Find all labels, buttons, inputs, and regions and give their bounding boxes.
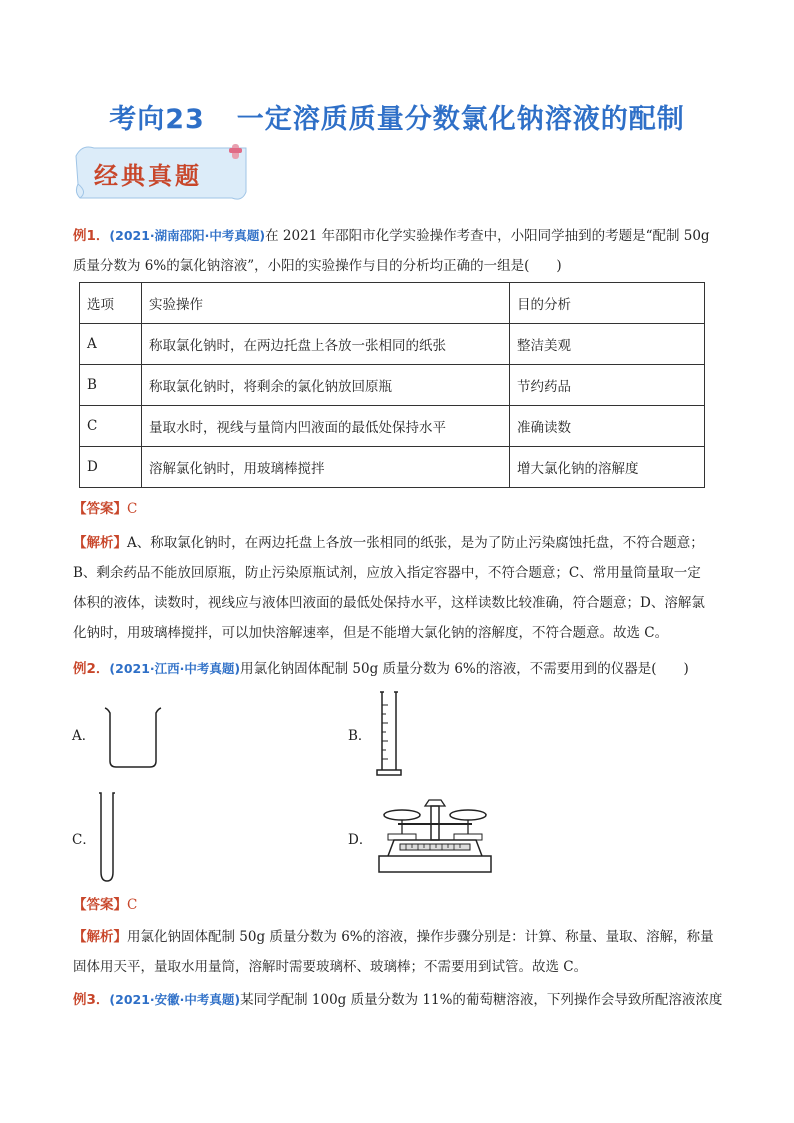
ex2-source: (2021·江西·中考真题) xyxy=(109,661,241,676)
ex2-stem-text: 用氯化钠固体配制 50g 质量分数为 6%的溶液，不需要用到的仪器是( ) xyxy=(240,661,689,677)
table-cell: 节约药品 xyxy=(510,365,705,406)
analysis-line: 用氯化钠固体配制 50g 质量分数为 6%的溶液，操作步骤分别是：计算、称量、量取、溶解，称量 xyxy=(127,929,714,945)
table-row xyxy=(80,365,705,406)
analysis-line: 化钠时，用玻璃棒搅拌，可以加快溶解速率，但是不能增大氯化钠的溶解度，不符合题意。故选 C。 xyxy=(73,625,669,641)
table-header-cell: 选项 xyxy=(80,283,142,324)
table-row xyxy=(80,406,705,447)
ex2-stem xyxy=(73,654,723,684)
table-cell: B xyxy=(80,365,142,406)
choice-a-letter: A． xyxy=(72,728,96,744)
ex3-source: (2021·安徽·中考真题) xyxy=(109,992,241,1007)
choice-c-letter: C． xyxy=(72,832,96,848)
table-cell: 称取氯化钠时，将剩余的氯化钠放回原瓶 xyxy=(142,365,510,406)
ex1-stem-line2: 质量分数为 6%的氯化钠溶液”，小阳的实验操作与目的分析均正确的一组是( ) xyxy=(73,258,562,274)
analysis-line: 体积的液体，读数时，视线应与液体凹液面的最低处保持水平，这样读数比较准确，符合题意；D、溶解氯 xyxy=(73,595,705,611)
graduated-cylinder-icon xyxy=(375,690,405,780)
analysis-line: B、剩余药品不能放回原瓶，防止污染原瓶试剂，应放入指定容器中，不符合题意；C、常用量筒量取一定 xyxy=(73,565,701,581)
title-text: 一定溶质质量分数氯化钠溶液的配制 xyxy=(236,104,685,135)
table-cell: 称取氯化钠时，在两边托盘上各放一张相同的纸张 xyxy=(142,324,510,365)
balance-scale-icon xyxy=(378,798,492,874)
answer-value: C xyxy=(127,501,138,517)
choice-d-letter: D． xyxy=(348,832,373,848)
ex1-options-table xyxy=(79,282,705,488)
badge-text: 经典真题 xyxy=(94,162,202,190)
ex1-analysis xyxy=(73,528,723,648)
table-cell: 准确读数 xyxy=(510,406,705,447)
beaker-icon xyxy=(102,705,162,770)
answer-label: 【答案】 xyxy=(73,501,127,517)
ex2-label: 例2． xyxy=(73,661,110,677)
answer-label: 【答案】 xyxy=(73,897,127,913)
analysis-label: 【解析】 xyxy=(73,535,127,551)
ex3-label: 例3． xyxy=(73,992,110,1008)
table-cell: 整洁美观 xyxy=(510,324,705,365)
analysis-line: A、称取氯化钠时，在两边托盘上各放一张相同的纸张，是为了防止污染腐蚀托盘，不符合题意； xyxy=(127,535,704,551)
table-cell: 溶解氯化钠时，用玻璃棒搅拌 xyxy=(142,447,510,488)
table-header-cell: 实验操作 xyxy=(142,283,510,324)
ex1-stem-line1: 在 2021 年邵阳市化学实验操作考查中，小阳同学抽到的考题是“配制 50g xyxy=(265,228,710,244)
section-badge xyxy=(74,142,254,204)
ex1-source: (2021·湖南邵阳·中考真题) xyxy=(109,228,266,243)
ex1-answer xyxy=(73,494,723,524)
table-cell: D xyxy=(80,447,142,488)
table-header-row xyxy=(80,283,705,324)
table-header-cell: 目的分析 xyxy=(510,283,705,324)
ex2-analysis xyxy=(73,922,723,982)
table-row xyxy=(80,324,705,365)
choice-b-letter: B． xyxy=(348,728,372,744)
ex1-stem xyxy=(73,221,723,281)
ex1-label: 例1． xyxy=(73,228,110,244)
table-row xyxy=(80,447,705,488)
ex3-stem-text: 某同学配制 100g 质量分数为 11%的葡萄糖溶液，下列操作会导致所配溶液浓度 xyxy=(240,992,723,1008)
analysis-label: 【解析】 xyxy=(73,929,127,945)
table-cell: A xyxy=(80,324,142,365)
table-cell: 增大氯化钠的溶解度 xyxy=(510,447,705,488)
analysis-line: 固体用天平，量取水用量筒，溶解时需要玻璃杯、玻璃棒；不需要用到试管。故选 C。 xyxy=(73,959,588,975)
ex2-answer xyxy=(73,890,723,920)
title-code: 考向23 xyxy=(109,104,205,135)
page-title xyxy=(0,97,794,136)
test-tube-icon xyxy=(96,790,118,885)
ex3-stem xyxy=(73,985,723,1015)
table-cell: 量取水时，视线与量筒内凹液面的最低处保持水平 xyxy=(142,406,510,447)
answer-value: C xyxy=(127,897,138,913)
table-cell: C xyxy=(80,406,142,447)
